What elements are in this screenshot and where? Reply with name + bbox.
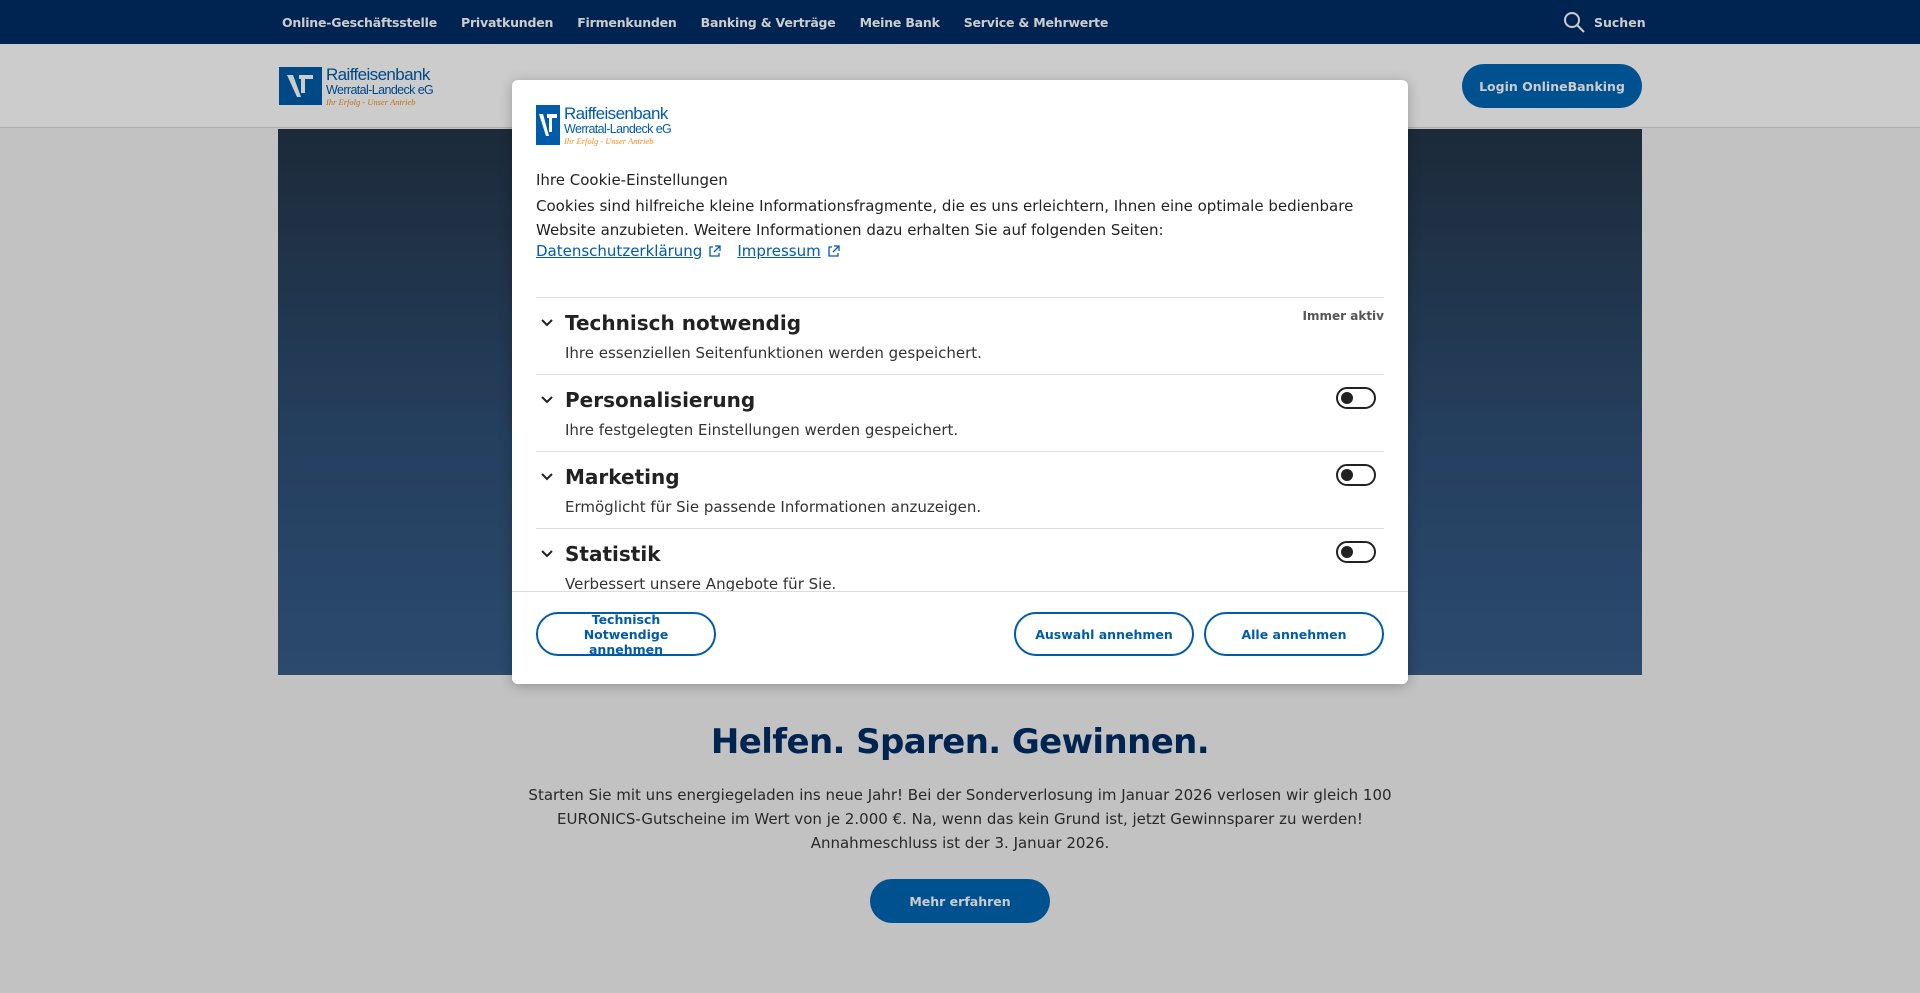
logo-line1: Raiffeisenbank [326, 65, 430, 84]
toggle-knob [1341, 469, 1353, 481]
external-link-icon [827, 245, 840, 258]
nav-banking-vertraege[interactable]: Banking & Verträge [700, 14, 836, 30]
cookie-categories [536, 297, 1384, 591]
category-description: Ihre festgelegten Einstellungen werden gespeichert. [565, 421, 959, 439]
imprint-link[interactable] [737, 242, 839, 260]
accept-all-button[interactable]: Alle annehmen [1204, 612, 1384, 656]
nav-privatkunden[interactable]: Privatkunden [460, 14, 554, 30]
nav-meine-bank[interactable]: Meine Bank [859, 14, 940, 30]
search-label: Suchen [1594, 14, 1646, 30]
personalisierung-toggle[interactable] [1336, 387, 1376, 409]
marketing-toggle[interactable] [1336, 464, 1376, 486]
promo-title: Helfen. Sparen. Gewinnen. [710, 722, 1210, 762]
logo-tagline: Ihr Erfolg - Unser Antrieb [326, 96, 416, 107]
cookie-dialog [512, 80, 1408, 684]
nav-firmenkunden[interactable]: Firmenkunden [577, 14, 677, 30]
logo-line2: Werratal-Landeck eG [564, 122, 672, 136]
logo-line2: Werratal-Landeck eG [326, 83, 434, 97]
logo-line1: Raiffeisenbank [564, 104, 668, 123]
privacy-policy-link[interactable] [536, 242, 721, 260]
chevron-down-icon[interactable] [540, 395, 554, 405]
logo-tagline: Ihr Erfolg - Unser Antrieb [564, 135, 654, 146]
category-description: Ihre essenziellen Seitenfunktionen werden gespeichert. [565, 344, 982, 362]
logo-text [564, 105, 671, 145]
nav-online-geschaeftsstelle[interactable]: Online-Geschäftsstelle [282, 14, 437, 30]
always-active-label: Immer aktiv [1302, 309, 1384, 323]
promo-text: Starten Sie mit uns energiegeladen ins neue Jahr! Bei der Sonderverlosung im Januar 2026 verlosen wir gleich 100 EURONICS-Gutscheine im Wert von je 2.000 €. Na, wenn das kein Grund ist, jetzt Gewinnsparer zu werden! Annahmeschluss ist der 3. Januar 2026. [528, 786, 1392, 852]
category-description: Ermöglicht für Sie passende Informationen anzuzeigen. [565, 498, 982, 516]
accept-selection-button[interactable]: Auswahl annehmen [1014, 612, 1194, 656]
logo-mark-icon [536, 105, 560, 145]
cookie-dialog-description: Cookies sind hilfreiche kleine Informationsfragmente, die es uns erleichtern, Ihnen eine optimale bedienbare Website anzubieten. Weitere Informationen dazu erhalten Sie auf folgenden Seiten: [536, 197, 1354, 239]
category-name: Marketing [565, 465, 680, 489]
cookie-dialog-title: Ihre Cookie-Einstellungen [536, 171, 728, 189]
accept-necessary-button[interactable]: Technisch Notwendige annehmen [536, 612, 716, 656]
cookie-category-personalisierung[interactable] [536, 374, 1384, 451]
nav-service-mehrwerte[interactable]: Service & Mehrwerte [963, 14, 1109, 30]
cookie-dialog-links [536, 242, 856, 260]
login-onlinebanking-button[interactable]: Login OnlineBanking [1462, 64, 1642, 108]
mehr-erfahren-button[interactable]: Mehr erfahren [870, 879, 1050, 923]
toggle-knob [1341, 392, 1353, 404]
cookie-category-statistik[interactable] [536, 528, 1384, 591]
category-description: Verbessert unsere Angebote für Sie. [565, 575, 837, 591]
external-link-icon [708, 245, 721, 258]
category-name: Personalisierung [565, 388, 756, 412]
chevron-down-icon[interactable] [540, 472, 554, 482]
imprint-label: Impressum [737, 242, 821, 260]
cookie-category-technisch-notwendig[interactable] [536, 297, 1384, 374]
dialog-logo [536, 105, 671, 145]
cookie-category-marketing[interactable] [536, 451, 1384, 528]
category-name: Statistik [565, 542, 661, 566]
statistik-toggle[interactable] [1336, 541, 1376, 563]
cookie-dialog-footer [512, 591, 1408, 684]
category-name: Technisch notwendig [565, 311, 802, 335]
privacy-policy-label: Datenschutzerklärung [536, 242, 703, 260]
toggle-knob [1341, 546, 1353, 558]
chevron-down-icon[interactable] [540, 318, 554, 328]
chevron-down-icon[interactable] [540, 549, 554, 559]
